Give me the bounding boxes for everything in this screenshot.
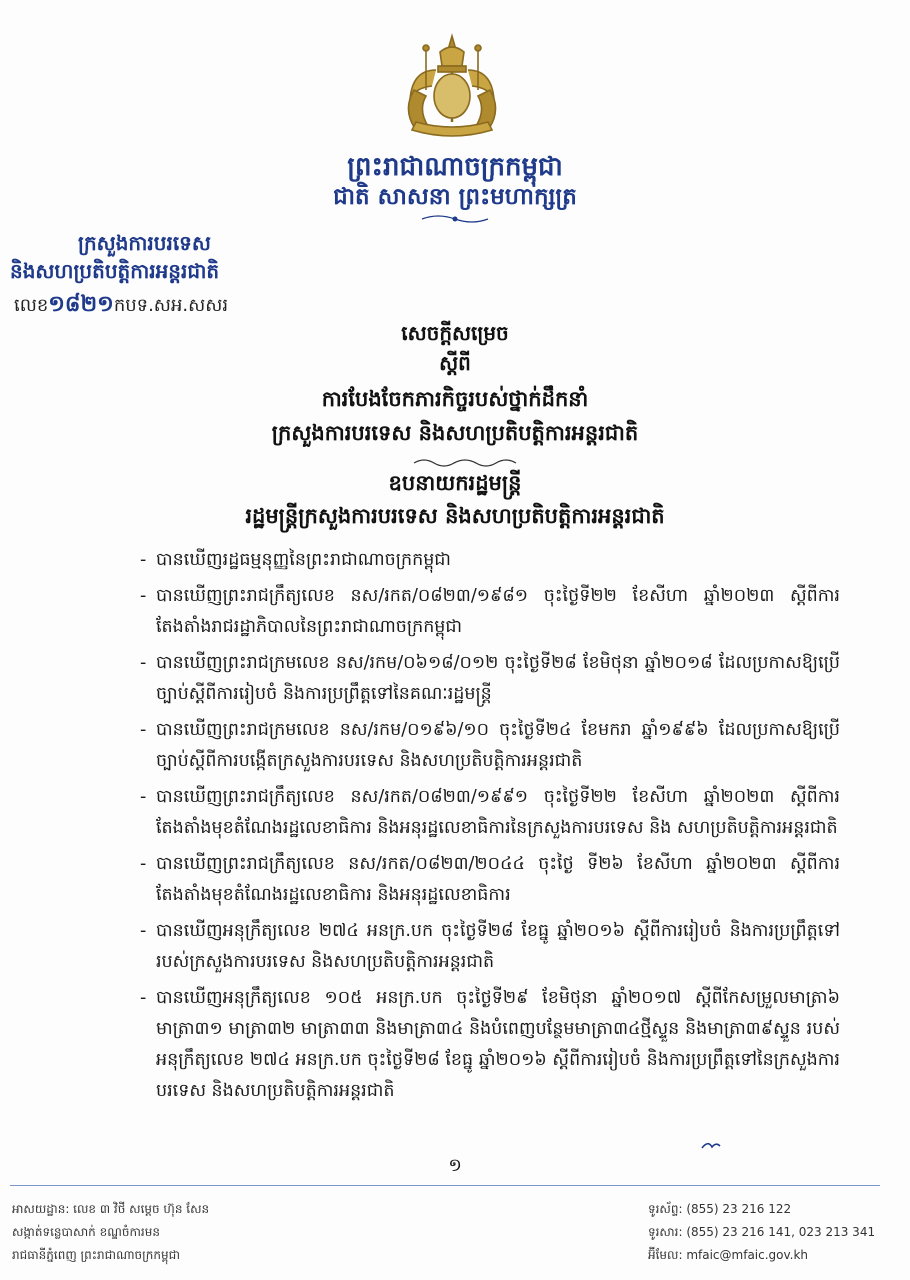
fax-number: ទូរសារ: (855) 23 216 141, 023 213 341 [648, 1225, 876, 1239]
footer-contact [648, 1198, 875, 1267]
preamble-clauses [140, 545, 840, 1112]
subject-line2: ក្រសួងការបរទេស និងសហប្រតិបត្តិការអន្តរជាតិ [271, 420, 639, 445]
list-item: - បានឃើញអនុក្រឹត្យលេខ ១០៥ អនក្រ.បក ចុះថ្ងៃទី២៩ ខែមិថុនា ឆ្នាំ២០១៧ ស្តីពីកែសម្រួលមាត្រា៦ មាត្រា៣១ មាត្រា៣២ មាត្រា៣៣ និងមាត្រា៣៤ និងបំពេញបន្ថែមមាត្រា៣៤ថ្មីស្ទួន និងមាត្រា៣៩ស្ទួន របស់អនុក្រឹត្យលេខ ២៧៤ អនក្រ.បក ចុះថ្ងៃទី២៨ ខែធ្នូ ឆ្នាំ២០១៦ ស្តីពីការរៀបចំ និងការប្រព្រឹត្តទៅនៃក្រសួងការបរទេស និងសហប្រតិបត្តិការអន្តរជាតិ [140, 988, 840, 1101]
authority-line1: ឧបនាយករដ្ឋមន្ត្រី [388, 470, 522, 495]
address-line2: សង្កាត់ទន្លេបាសាក់ ខណ្ឌចំការមន [12, 1225, 160, 1239]
list-item: - បានឃើញព្រះរាជក្រមលេខ នស/រកម/០៦១៨/០១២ ចុះថ្ងៃទី២៨ ខែមិថុនា ឆ្នាំ២០១៨ ដែលប្រកាសឱ្យប្រើ ច្បាប់ស្តីពីការរៀបចំ និងការប្រព្រឹត្តទៅនៃគណៈរដ្ឋមន្ត្រី [140, 653, 840, 704]
ref-prefix: លេខ [14, 295, 49, 316]
list-item: - បានឃើញអនុក្រឹត្យលេខ ២៧៤ អនក្រ.បក ចុះថ្ងៃទី២៨ ខែធ្នូ ឆ្នាំ២០១៦ ស្តីពីការរៀបចំ និងការប្រព្រឹត្តទៅ របស់ក្រសួងការបរទេស និងសហប្រតិបត្តិការអន្តរជាតិ [140, 921, 840, 972]
list-item: - បានឃើញព្រះរាជក្រឹត្យលេខ នស/រកត/០៨២៣/១៩៩១ ចុះថ្ងៃទី២២ ខែសីហា ឆ្នាំ២០២៣ ស្តីពីការតែងតាំងមុខតំណែងរដ្ឋលេខាធិការ និងអនុរដ្ឋលេខាធិការនៃក្រសួងការបរទេស និង សហប្រតិបត្តិការអន្តរជាតិ [140, 787, 840, 838]
footer-divider [10, 1185, 880, 1186]
address-line3: រាជធានីភ្នំពេញ ព្រះរាជាណាចក្រកម្ពុជា [12, 1248, 180, 1262]
royal-emblem-icon [392, 30, 512, 142]
page-number: ១ [448, 1155, 462, 1176]
list-item: - បានឃើញរដ្ឋធម្មនុញ្ញនៃព្រះរាជាណាចក្រកម្ពុជា [140, 550, 451, 570]
address-line1: អាសយដ្ឋាន: លេខ ៣ វិថី សម្តេច ហ៊ុន សែន [12, 1202, 210, 1216]
reference-number [14, 290, 228, 322]
ministry-name-line2: និងសហប្រតិបត្តិការអន្តរជាតិ [10, 259, 220, 283]
email-address: អ៊ីមែល: mfaic@mfaic.gov.kh [648, 1248, 809, 1262]
subject-line1: ការបែងចែកភារកិច្ចរបស់ថ្នាក់ដឹកនាំ [321, 386, 589, 411]
ministry-name-line1: ក្រសួងការបរទេស [78, 231, 211, 255]
authority-line2: រដ្ឋមន្ត្រីក្រសួងការបរទេស និងសហប្រតិបត្តិការអន្តរជាតិ [245, 503, 665, 528]
list-item: - បានឃើញព្រះរាជក្រឹត្យលេខ នស/រកត/០៨២៣/១៩៨១ ចុះថ្ងៃទី២២ ខែសីហា ឆ្នាំ២០២៣ ស្តីពីការតែងតាំងរាជរដ្ឋាភិបាលនៃព្រះរាជាណាចក្រកម្ពុជា [140, 586, 840, 637]
decision-title: សេចក្តីសម្រេច [401, 321, 509, 345]
about-label: ស្តីពី [439, 351, 471, 375]
footer-address [12, 1198, 209, 1267]
ornament-divider-icon [410, 455, 520, 469]
ref-number: ១៨២១ [48, 292, 114, 317]
list-item: - បានឃើញព្រះរាជក្រមលេខ នស/រកម/០១៩៦/១០ ចុះថ្ងៃទី២៤ ខែមករា ឆ្នាំ១៩៩៦ ដែលប្រកាសឱ្យប្រើ ច្បាប់ស្តីពីការបង្កើតក្រសួងការបរទេស និងសហប្រតិបត្តិការអន្តរជាតិ [140, 720, 840, 771]
ref-suffix: កបទ.សអ.សសរ [113, 295, 229, 316]
phone-number: ទូរស័ព្ទ: (855) 23 216 122 [648, 1202, 792, 1216]
list-item: - បានឃើញព្រះរាជក្រឹត្យលេខ នស/រកត/០៨២៣/២០៤៤ ចុះថ្ងៃ ទី២៦ ខែសីហា ឆ្នាំ២០២៣ ស្តីពីការ តែងតាំងមុខតំណែងរដ្ឋលេខាធិការ និងអនុរដ្ឋលេខាធិការ [140, 854, 840, 905]
national-motto: ជាតិ សាសនា ព្រះមហាក្សត្រ [333, 183, 577, 210]
ornament-divider-icon [420, 212, 490, 226]
initial-mark-icon [700, 1138, 722, 1152]
kingdom-name: ព្រះរាជាណាចក្រកម្ពុជា [347, 152, 563, 182]
